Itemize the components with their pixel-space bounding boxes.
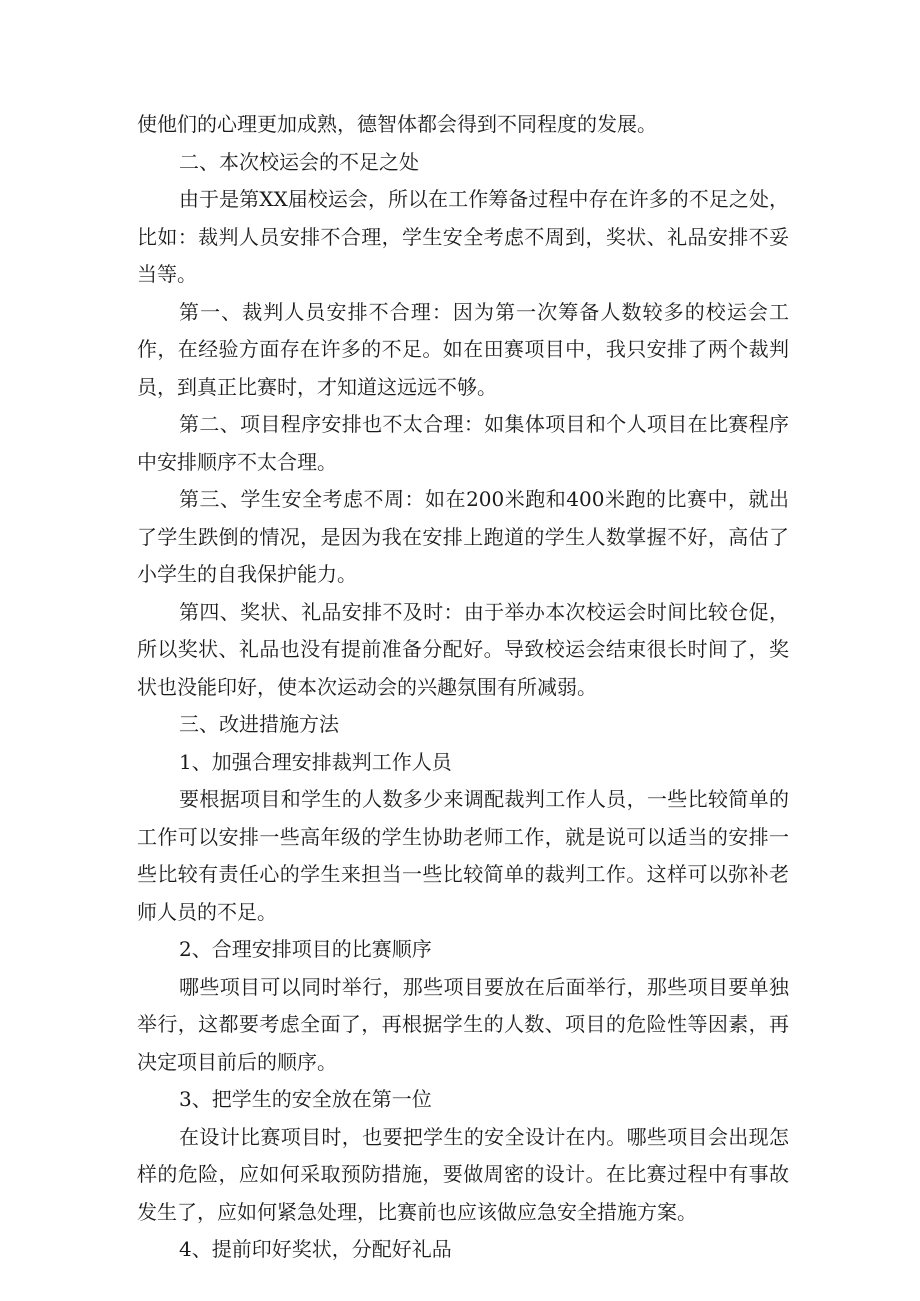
paragraph-point-four: 第四、奖状、礼品安排不及时：由于举办本次校运会时间比较仓促，所以奖状、礼品也没有提前准备分配好。导致校运会结束很长时间了，奖状也没能印好，使本次运动会的兴趣氛围有所减弱。 bbox=[137, 599, 789, 699]
paragraph-referees: 要根据项目和学生的人数多少来调配裁判工作人员，一些比较简单的工作可以安排一些高年级的学生协助老师工作，就是说可以适当的安排一些比较有责任心的学生来担当一些比较简单的裁判工作。这样可以弥补老师人员的不足。 bbox=[137, 787, 789, 924]
subheading-safety: 3、把学生的安全放在第一位 bbox=[179, 1087, 432, 1111]
subheading-event-order: 2、合理安排项目的比赛顺序 bbox=[179, 937, 432, 961]
paragraph-continuation: 使他们的心理更加成熟，德智体都会得到不同程度的发展。 bbox=[137, 112, 657, 136]
paragraph-event-order: 哪些项目可以同时举行，那些项目要放在后面举行，那些项目要单独举行，这都要考虑全面了，再根据学生的人数、项目的危险性等因素，再决定项目前后的顺序。 bbox=[137, 974, 789, 1074]
subheading-awards: 4、提前印好奖状，分配好礼品 bbox=[179, 1237, 452, 1261]
paragraph-point-three: 第三、学生安全考虑不周：如在200米跑和400米跑的比赛中，就出了学生跌倒的情况，是因为我在安排上跑道的学生人数掌握不好，高估了小学生的自我保护能力。 bbox=[137, 487, 789, 586]
section-heading-shortcomings: 二、本次校运会的不足之处 bbox=[179, 149, 419, 174]
paragraph-shortcomings-intro: 由于是第XX届校运会，所以在工作筹备过程中存在许多的不足之处，比如：裁判人员安排不合理，学生安全考虑不周到，奖状、礼品安排不妥当等。 bbox=[137, 187, 789, 286]
section-heading-improvements: 三、改进措施方法 bbox=[179, 712, 339, 736]
paragraph-safety: 在设计比赛项目时，也要把学生的安全设计在内。哪些项目会出现怎样的危险，应如何采取预防措施，要做周密的设计。在比赛过程中有事故发生了，应如何紧急处理，比赛前也应该做应急安全措施方案。 bbox=[137, 1124, 789, 1224]
paragraph-point-one: 第一、裁判人员安排不合理：因为第一次筹备人数较多的校运会工作，在经验方面存在许多的不足。如在田赛项目中，我只安排了两个裁判员，到真正比赛时，才知道这远远不够。 bbox=[137, 299, 789, 399]
document-body bbox=[137, 106, 789, 1269]
subheading-referees: 1、加强合理安排裁判工作人员 bbox=[179, 749, 452, 774]
paragraph-point-two: 第二、项目程序安排也不太合理：如集体项目和个人项目在比赛程序中安排顺序不太合理。 bbox=[137, 412, 789, 474]
